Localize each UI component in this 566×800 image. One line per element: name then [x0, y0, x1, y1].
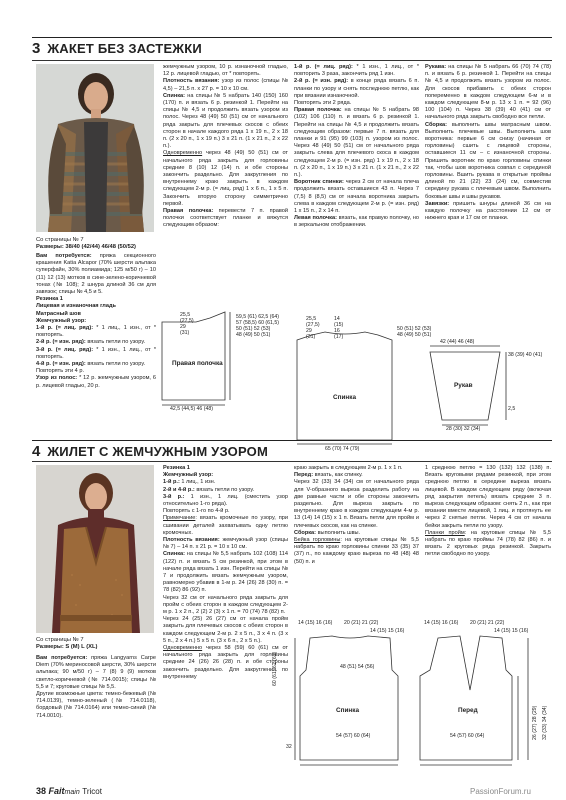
section1-text-col2: жемчужным узором, 10 р. изнаночной гладью, 12 р. лицевой гладью, от * повторять. Плотность вязания: узор из полос (спицы № 4,5) – 21,5 п. x 27 р. = 10 x 10 см. Спинка: на спицы № 5 набрать 140 (150) 160 (170) п. и вязать 6 р. резинкой 1. Перейти на спицы № 4,5 и продолжить вязать узором из полос. Через 48 (49) 50 (51) см от начального ряда закрыть для плечевых скосов с обеих сторон в начале каждого ряда 1 x 19 п., 2 x 18 п. (2 x 20 п., 1 x 19 п.) 3 x 21 п. (1 x 21 п., 2 x 22 п.). Одновременно через 48 (49) 50 (51) см от начального ряда закрыть для горловины средние 8 (10) 12 (14) п. и обе стороны закончить раздельно. Для закругления по внутреннему краю закрыть в каждом следующем 2-м р. (= лиц. ряд) 1 x 6 п., 1 x 5 п. Закончить вторую сторону симметрично первой. Правая полочка: перевести 7 п. правой полочки соответствует планке и вяжутся следующим образом:: [163, 64, 288, 229]
section2-text-col3: краю закрыть в следующем 2-м р. 1 x 1 п. Перед: вязать, как спинку. Через 32 (33) 34 (34) см от начального ряда для V-образного выреза разделить работу на две равные части и обе стороны закончить раздельно. Для выреза закрыть по внутреннему краю в каждом следующем 4-м р. 13 (14) 14 (15) x 1 п. Вязать петли для пройм и плечевых скосов, как на спинке. Сборка: выполнить швы. Бейка горловины: на круговые спицы № 5,5 набрать по краю горловины спинки 33 (35) 37 (37) п., по каждому краю выреза по 48 (48) 48 (50) п. и: [294, 465, 419, 565]
vest-front-schematic: [420, 636, 528, 765]
d4-top-left: 14 (15) 16 (16): [298, 620, 333, 626]
d5-side2: 32 (33) 34 (34): [542, 705, 548, 740]
back-label-2: Спинка: [336, 707, 360, 714]
section1-text-col4: Рукава: на спицы № 5 набрать 66 (70) 74 (78) п. и вязать 6 р. резинкой 1. Перейти на спицы № 4,5 и продолжить вязать узором из полос. Для скосов прибавить с обеих сторон попеременно в каждом следующем 6-м и в каждом следующем 8-м р. 13 x 1 п. = 92 (96) 100 (104) п. Через 38 (39) 40 (41) см от начального ряда закрыть свободно все петли. Сборка: выполнить швы матрасным швом. Выполнить плечевые швы. Выполнить шов воротника: первые 6 см снизу (начиная от горловины) сшить с лицевой стороны, оставшиеся 11 см – с изнаночной стороны. Пришить воротник по краю горловины спинки так, чтобы шов воротника совпал с серединой горловины. Вшить рукава в открытые проймы длиной по 21 (22) 23 (24) см, совместив середину рукава с плечевым швом. Выполнить боковые швы и швы рукавов. Завязки: пришить шнуры длиной 36 см на каждую полочку на расстоянии 12 см от нижнего края и 17 см от планки.: [425, 64, 551, 222]
section1-sizes-value: 38/40 (42/44) 46/48 (50/52): [65, 244, 136, 251]
d1-side-dims: 59,5 (61) 62,5 (64) 57 (58,5) 60 (61,5) 50 (51) 52 (53) 48 (49) 50 (51): [236, 314, 279, 338]
page-number: 38: [36, 786, 47, 796]
watermark: PassionForum.ru: [470, 787, 531, 796]
section1-text-col1: Вам потребуется: пряжа секционного крашения Katia Alcapor (70% шерсти альпака суперфайн, 30% полиамида; 125 м/50 г) – 10 (11) 12 (13) мотков в сине-зелено-коричневой тонах (№ 108); 2 шнура длиной 36 см для завязок; спицы № 4,5 и 5. Резинка 1 Лицевая и изнаночная гладь Матрасный шов Жемчужный узор: 1-й р. (= лиц. ряд): * 1 лиц., 1 изн., от * повторять. 2-й р. (= изн. ряд): вязать петли по узору. 3-й р. (= лиц. ряд): * 1 изн., 1 лиц., от * повторять. 4-й р. (= изн. ряд): вязать петли по узору. Повторять эти 4 р. Узор из полос: * 12 р. жемчужным узором, 6 р. лицевой гладью, 20 р.: [36, 253, 156, 389]
d2-bottom-dim: 65 (70) 74 (79): [325, 446, 360, 452]
front-label: Перед: [458, 707, 478, 714]
page-footer: [36, 786, 102, 796]
back-label-1: Спинка: [333, 394, 357, 401]
d4-h1: 48 (51) 54 (56): [340, 664, 375, 670]
d4-top-right: 14 (15) 15 (16): [370, 628, 405, 634]
d4-bottom: 54 (57) 60 (64): [336, 733, 371, 739]
section2-text-col1: Вам потребуется: пряжа Langyarns Carpe Diem (70% мериносовой шерсти, 30% шерсти альпака; 90 м/50 г) – 7 (8) 9 (9) мотков светло-коричневой (№ 714.0015); спицы № 5,5 и 7; круговые спицы № 5,5. Другие возможные цвета: темно-бежевый (№ 714.0139), темно-зеленый (№ 714.0118), бордовый (№ 714.0164) или темно-синий (№ 714.0010).: [36, 655, 156, 719]
d5-bottom: 54 (57) 60 (64): [450, 733, 485, 739]
d1-bottom-dim: 42,5 (44,5) 46 (48): [170, 406, 213, 412]
sleeve-label: Рукав: [454, 382, 473, 389]
section1-text-col3: 1-й р. (= лиц. ряд): * 1 изн., 1 лиц., от * повторить 3 раза, закончить ряд 1 изн. 2-й р. (= изн. ряд): в конце ряда вязать 6 п. планки по узору и снять последнюю петлю, как при вязании изнаночной. Повторять эти 2 ряда. Правая полочка: на спицы № 5 набрать 98 (102) 106 (110) п. и вязать 6 р. резинкой 1. Перейти на спицы № 4,5 и продолжить вязать следующим образом: первые 7 п. вязать для планки и 91 (95) 99 (103) п. узором из полос. Через 48 (49) 50 (51) см от начального ряда закрыть слева для плечевого скоса в каждом следующем 2-м р. (= изн. ряд) 1 x 19 п., 2 x 18 п. (2 x 20 п., 1 x 19 п.) 3 x 21 п. (1 x 21 п., 2 x 22 п.). Воротник спинки: через 2 см от начала плеча продолжить вязать оставшиеся 43 п. Через 7 (7,5) 8 (8,5) см от начала воротника закрыть слева в каждом следующем 2-м р. (= изн. ряд) 1 x 15 п., 2 x 14 п. Левая полочка: вязать, как правую полочку, но в зеркальном отображении.: [294, 64, 419, 229]
section1-title-text: ЖАКЕТ БЕЗ ЗАСТЕЖКИ: [47, 41, 202, 56]
section1-number: 3: [32, 40, 41, 57]
section2-text-col2: Резинка 1 Жемчужный узор: 1-й р.: 1 лиц., 1 изн. 2-й и 4-й р.: вязать петли по узору. 3-й р.: 1 изн., 1 лиц. (сместить узор относительно 1-го ряда). Повторять с 1-го по 4-й р. Примечание: вязать кромочные по узору, при сшивании деталей захватывать одну петлю кромочных. Плотность вязания: жемчужный узор (спицы № 7) – 14 п. x 21 р. = 10 x 10 см. Спинка: на спицы № 5,5 набрать 102 (108) 114 (122) п. и вязать 5 см резинкой, при этом в начале ряда вязать 1 изн. Перейти на спицы № 7 и продолжить вязать жемчужным узором, равномерно убавив в 1-м р. 24 (26) 28 (30) п. = 78 (82) 86 (92) п. Через 32 см от начального ряда закрыть для пройм с обеих сторон в каждом следующем 2-м р. 1 x 2 п., 2 (2) 2 (3) x 1 п. = 70 (74) 78 (82) п. Через 24 (25) 26 (27) см от начала пройм закрыть для плечевых скосов с обеих сторон в каждом следующем 2-м р. 2 x 5 п., 3 x 4 п. (3 x 5 п., 2 x 4 п.) 5 x 5 п. (3 x 6 п., 2 x 5 п.). Одновременно через 58 (59) 60 (61) см от начального ряда закрыть для горловины средние 24 (26) 26 (28) п. и обе стороны закончить раздельно. Для закругления по внутреннему: [163, 465, 288, 680]
d4-side: 32: [286, 744, 292, 750]
d3-side-dim: 38 (39) 40 (41): [508, 352, 543, 358]
brand-name-3: Tricot: [82, 787, 102, 796]
d2-side-dims: 50 (51) 52 (53) 48 (49) 50 (51): [397, 326, 432, 338]
brand-name-2: main: [64, 789, 80, 796]
d3-top-dim: 42 (44) 46 (48): [440, 339, 475, 345]
section2-sizes-label: Размеры:: [36, 644, 64, 651]
d5-top-left: 14 (15) 16 (16): [424, 620, 459, 626]
right-front-label: Правая полочка: [172, 360, 223, 367]
section1-caption-page: Со страницы № 7: [36, 237, 84, 243]
d5-side1: 26 (27) 28 (29): [532, 705, 538, 740]
brand-name: Fait: [48, 786, 65, 796]
d3-small-dim: 2,5: [508, 406, 516, 412]
d5-top-mid: 20 (21) 21 (22): [470, 620, 505, 626]
d2-left-dims: 25,5 (27,5) 29 (31): [306, 316, 320, 340]
d1-top-dims: 25,5 (27,5) 29 (31): [180, 312, 194, 336]
section2-title-text: ЖИЛЕТ С ЖЕМЧУЖНЫМ УЗОРОМ: [47, 444, 268, 459]
section1-sizes-label: Размеры:: [36, 244, 64, 251]
section2-text-col4: 1 среднюю петлю = 130 (132) 132 (138) п. Вязать круговыми рядами резинкой, при этом среднюю петлю в середине выреза вязать лицевой. В каждом следующем ряду (включая ряд закрытия петель) вязать средние 3 п. выреза следующим образом: снять 2 п., как при вязании вместе лицевой, 1 лиц. и протянуть ее через 2 снятые петли. Через 4 см от начала бейки закрыть петли по узору. Планки пройм: на круговые спицы № 5,5 набрать по краю проймы 74 (78) 82 (86) п. и вязать 2 круговых ряда резинкой. Закрыть петли свободно по узору.: [425, 465, 551, 558]
d5-top-right: 14 (15) 15 (16): [494, 628, 529, 634]
d4-h2: 60 (61) 62 (63): [272, 651, 278, 686]
d2-mid-dims: 14 (15) 16 (17): [334, 316, 344, 340]
section2-caption-page: Со страницы № 7: [36, 637, 84, 643]
section2-number: 4: [32, 443, 41, 460]
section2-sizes-value: S (M) L (XL): [65, 644, 98, 651]
d3-bottom-dim: 28 (30) 32 (34): [446, 426, 481, 432]
d4-top-mid: 20 (21) 21 (22): [344, 620, 379, 626]
vest-back-schematic: [295, 636, 398, 765]
